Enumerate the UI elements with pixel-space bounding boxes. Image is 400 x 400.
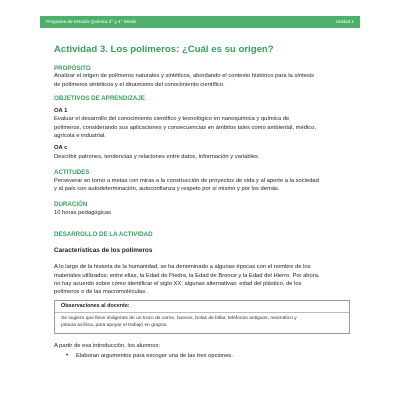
actitudes-heading: ACTITUDES [54, 169, 90, 177]
cierre-intro: A partir de esa introducción, los alumnos: [54, 342, 161, 349]
duracion-heading: DURACIÓN [54, 201, 88, 209]
objetivos-heading: OBJETIVOS DE APRENDIZAJE [54, 95, 145, 103]
teacher-notes-box [54, 300, 350, 334]
oac-label: OA c [54, 145, 68, 152]
desarrollo-line: no hay acuerdo sobre cómo identificar el siglo XX; algunas alternativas: edad del plástico, de los [54, 280, 302, 287]
section-objetivos [54, 95, 348, 161]
desarrollo-subheading: Características de los polímeros [54, 246, 153, 254]
list-item [54, 352, 348, 360]
teacher-notes-line: pintura acrílica, para apoyar el trabajo en grupos. [61, 322, 168, 328]
teacher-notes-line: Se sugiere que lleve imágenes de un trozo de carne, huevos, bolas de billar, teléfonos antiguos, neumático y [61, 315, 297, 321]
teacher-notes-title: Observaciones al docente: [55, 301, 349, 313]
actitudes-line: y al país con autodeterminación, autoconfianza y respeto por sí mismo y por los demás. [54, 186, 280, 192]
desarrollo-heading: DESARROLLO DE LA ACTIVIDAD [54, 231, 153, 239]
desarrollo-line: A lo largo de la historia de la humanidad, se ha denominado a algunas épocas con el nombre de los [54, 264, 311, 271]
program-name: Programa de Estudio Química 3° y 4° Medio [46, 18, 137, 24]
oa1-line: agrícola e industrial. [54, 132, 106, 139]
proposito-line: de polímeros sintéticos y el dinamismo del conocimiento científico. [54, 81, 225, 88]
oa1-label: OA 1 [54, 107, 68, 114]
actitudes-line: Perseverar en torno a metas con miras a la construcción de proyectos de vida y al aporte a la sociedad [54, 177, 319, 184]
duracion-value: 10 horas pedagógicas [54, 209, 112, 216]
section-cierre [54, 342, 348, 361]
oa1-line: polímeros, considerando sus aplicaciones y consecuencias en ámbitos tales como ambiental, médico, [54, 124, 316, 131]
unit-label: Unidad 1 [335, 18, 354, 24]
activity-title: Actividad 3. Los polímeros: ¿Cuál es su origen? [54, 44, 274, 55]
oa1-line: Evaluar el desarrollo del conocimiento científico y tecnológico en nanoquímica y química de [54, 116, 290, 123]
document-content [54, 44, 348, 361]
section-desarrollo [54, 231, 348, 296]
desarrollo-line: polímeros o de las macromoléculas. [54, 289, 147, 296]
bullet-icon: • [66, 353, 69, 360]
bullet-text: Elaboran argumentos para escoger una de las tres opciones. [76, 353, 233, 360]
proposito-line: Analizar el origen de polímeros naturales y sintéticos, abordando el contexto histórico para la síntesis [54, 73, 315, 80]
page-header-bar [40, 16, 360, 28]
teacher-notes-text [55, 313, 349, 333]
proposito-heading: PROPÓSITO [54, 65, 91, 73]
section-proposito [54, 65, 348, 89]
desarrollo-line: materiales utilizados; entre ellas, la Edad de Piedra, la Edad de Bronce y la Edad del Hierro. Por ahora, [54, 272, 320, 279]
section-duracion [54, 201, 348, 217]
section-actitudes [54, 169, 348, 193]
oac-line: Describir patrones, tendencias y relaciones entre datos, información y variables. [54, 153, 260, 160]
